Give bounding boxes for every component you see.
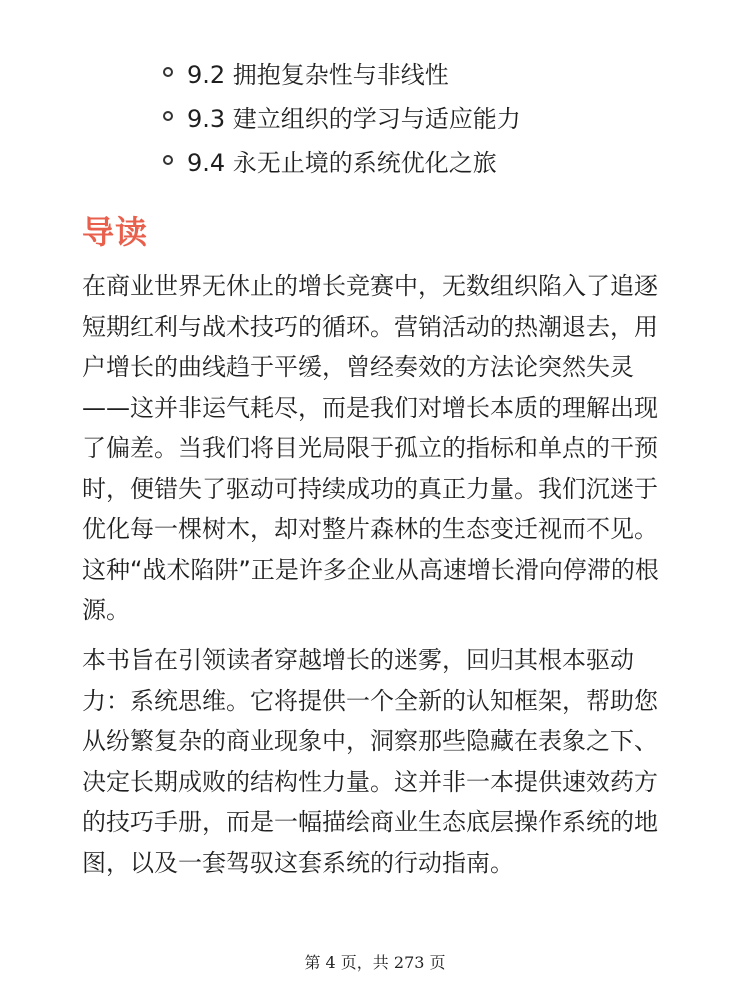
toc-item <box>163 94 521 138</box>
toc-item-label: 9.2 拥抱复杂性与非线性 <box>187 60 449 89</box>
section-heading: 导读 <box>82 213 149 251</box>
toc-item-label: 9.3 建立组织的学习与适应能力 <box>187 104 521 133</box>
toc-item-label: 9.4 永无止境的系统优化之旅 <box>187 148 497 177</box>
page-number-footer: 第 4 页，共 273 页 <box>304 953 446 972</box>
hollow-circle-bullet-icon <box>163 67 173 77</box>
hollow-circle-bullet-icon <box>163 111 173 121</box>
toc-list <box>163 50 521 182</box>
toc-item <box>163 50 521 94</box>
hollow-circle-bullet-icon <box>163 155 173 165</box>
body-paragraph: 在商业世界无休止的增长竞赛中，无数组织陷入了追逐短期红利与战术技巧的循环。营销活动的热潮退去，用户增长的曲线趋于平缓，曾经奏效的方法论突然失灵——这并非运气耗尽，而是我们对增长本质的理解出现了偏差。当我们将目光局限于孤立的指标和单点的干预时，便错失了驱动可持续成功的真正力量。我们沉迷于优化每一棵树木，却对整片森林的生态变迁视而不见。这种“战术陷阱”正是许多企业从高速增长滑向停滞的根源。 <box>82 272 659 624</box>
toc-item <box>163 138 521 182</box>
body-paragraph: 本书旨在引领读者穿越增长的迷雾，回归其根本驱动力：系统思维。它将提供一个全新的认知框架，帮助您从纷繁复杂的商业现象中，洞察那些隐藏在表象之下、决定长期成败的结构性力量。这并非一本提供速效药方的技巧手册，而是一幅描绘商业生态底层操作系统的地图，以及一套驾驭这套系统的行动指南。 <box>82 646 658 877</box>
